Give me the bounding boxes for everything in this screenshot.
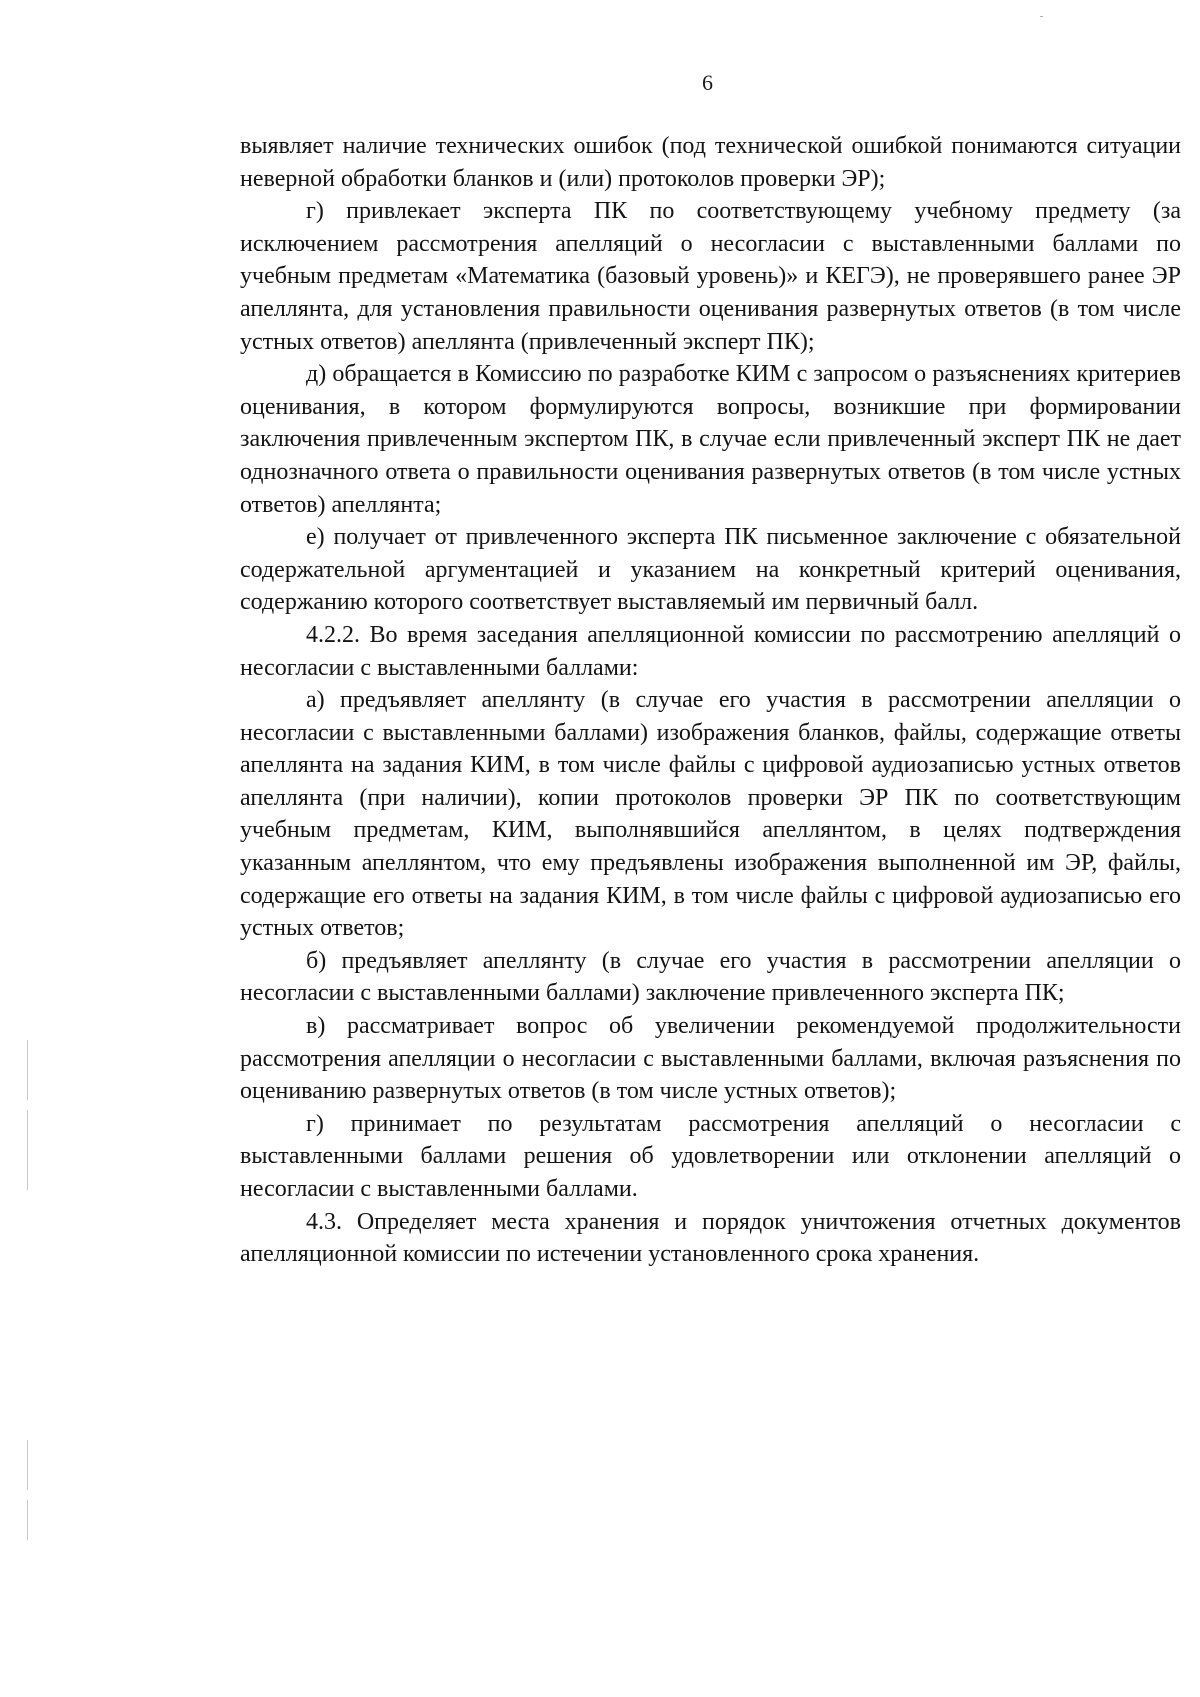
paragraph-item-v-considers: в) рассматривает вопрос об увеличении рекомендуемой продолжительности рассмотрения апелляции о несогласии с выставленными баллами, включая разъяснения по оцениванию развернутых ответов (в том числе устных ответов); [240, 1013, 1181, 1105]
paragraph-item-g-expert: г) привлекает эксперта ПК по соответствующему учебному предмету (за исключением рассмотрения апелляций о несогласии с выставленными баллами по учебным предметам «Математика (базовый уровень)» и КЕГЭ), не проверявшего ранее ЭР апеллянта, для установления правильности оценивания развернутых ответов (в том числе устных ответов) апеллянта (привлеченный эксперт ПК); [240, 198, 1181, 355]
page-number: 6 [702, 70, 713, 95]
paragraph-section-4-3: 4.3. Определяет места хранения и порядок уничтожения отчетных документов апелляционной комиссии по истечении установленного срока хранения. [240, 1208, 1181, 1268]
paragraph-item-a-presents: а) предъявляет апеллянту (в случае его участия в рассмотрении апелляции о несогласии с выставленными баллами) изображения бланков, файлы, содержащие ответы апеллянта на задания КИМ, в том числе файлы с цифровой аудиозаписью устных ответов апеллянта (при наличии), копии протоколов проверки ЭР ПК по соответствующим учебным предметам, КИМ, выполнявшийся апеллянтом, в целях подтверждения указанным апеллянтом, что ему предъявлены изображения выполненной им ЭР, файлы, содержащие его ответы на задания КИМ, в том числе файлы с цифровой аудиозаписью его устных ответов; [240, 687, 1181, 942]
paragraph-technical-errors: выявляет наличие технических ошибок (под технической ошибкой понимаются ситуации неверной обработки бланков и (или) протоколов проверки ЭР); [240, 133, 1181, 192]
paragraph-item-b-presents: б) предъявляет апеллянту (в случае его участия в рассмотрении апелляции о несогласии с выставленными баллами) заключение привлеченного эксперта ПК; [240, 947, 1181, 1007]
scan-artifact-line [27, 1500, 28, 1540]
document-body [240, 130, 1181, 1271]
scan-artifact-dot [1040, 16, 1043, 17]
paragraph-section-4-2-2: 4.2.2. Во время заседания апелляционной комиссии по рассмотрению апелляций о несогласии с выставленными баллами: [240, 621, 1181, 681]
scan-artifact-line [27, 1040, 28, 1100]
scan-artifact-line [27, 1440, 28, 1490]
scan-artifact-line [27, 1110, 28, 1190]
paragraph-item-e-conclusion: е) получает от привлеченного эксперта ПК письменное заключение с обязательной содержательной аргументацией и указанием на конкретный критерий оценивания, содержанию которого соответствует выставляемый им первичный балл. [240, 524, 1181, 616]
paragraph-item-d-commission: д) обращается в Комиссию по разработке КИМ с запросом о разъяснениях критериев оценивания, в котором формулируются вопросы, возникшие при формировании заключения привлеченным экспертом ПК, в случае если привлеченный эксперт ПК не дает однозначного ответа о правильности оценивания развернутых ответов (в том числе устных ответов) апеллянта; [240, 361, 1181, 518]
paragraph-item-g-decision: г) принимает по результатам рассмотрения апелляций о несогласии с выставленными баллами решения об удовлетворении или отклонении апелляций о несогласии с выставленными баллами. [240, 1110, 1181, 1202]
